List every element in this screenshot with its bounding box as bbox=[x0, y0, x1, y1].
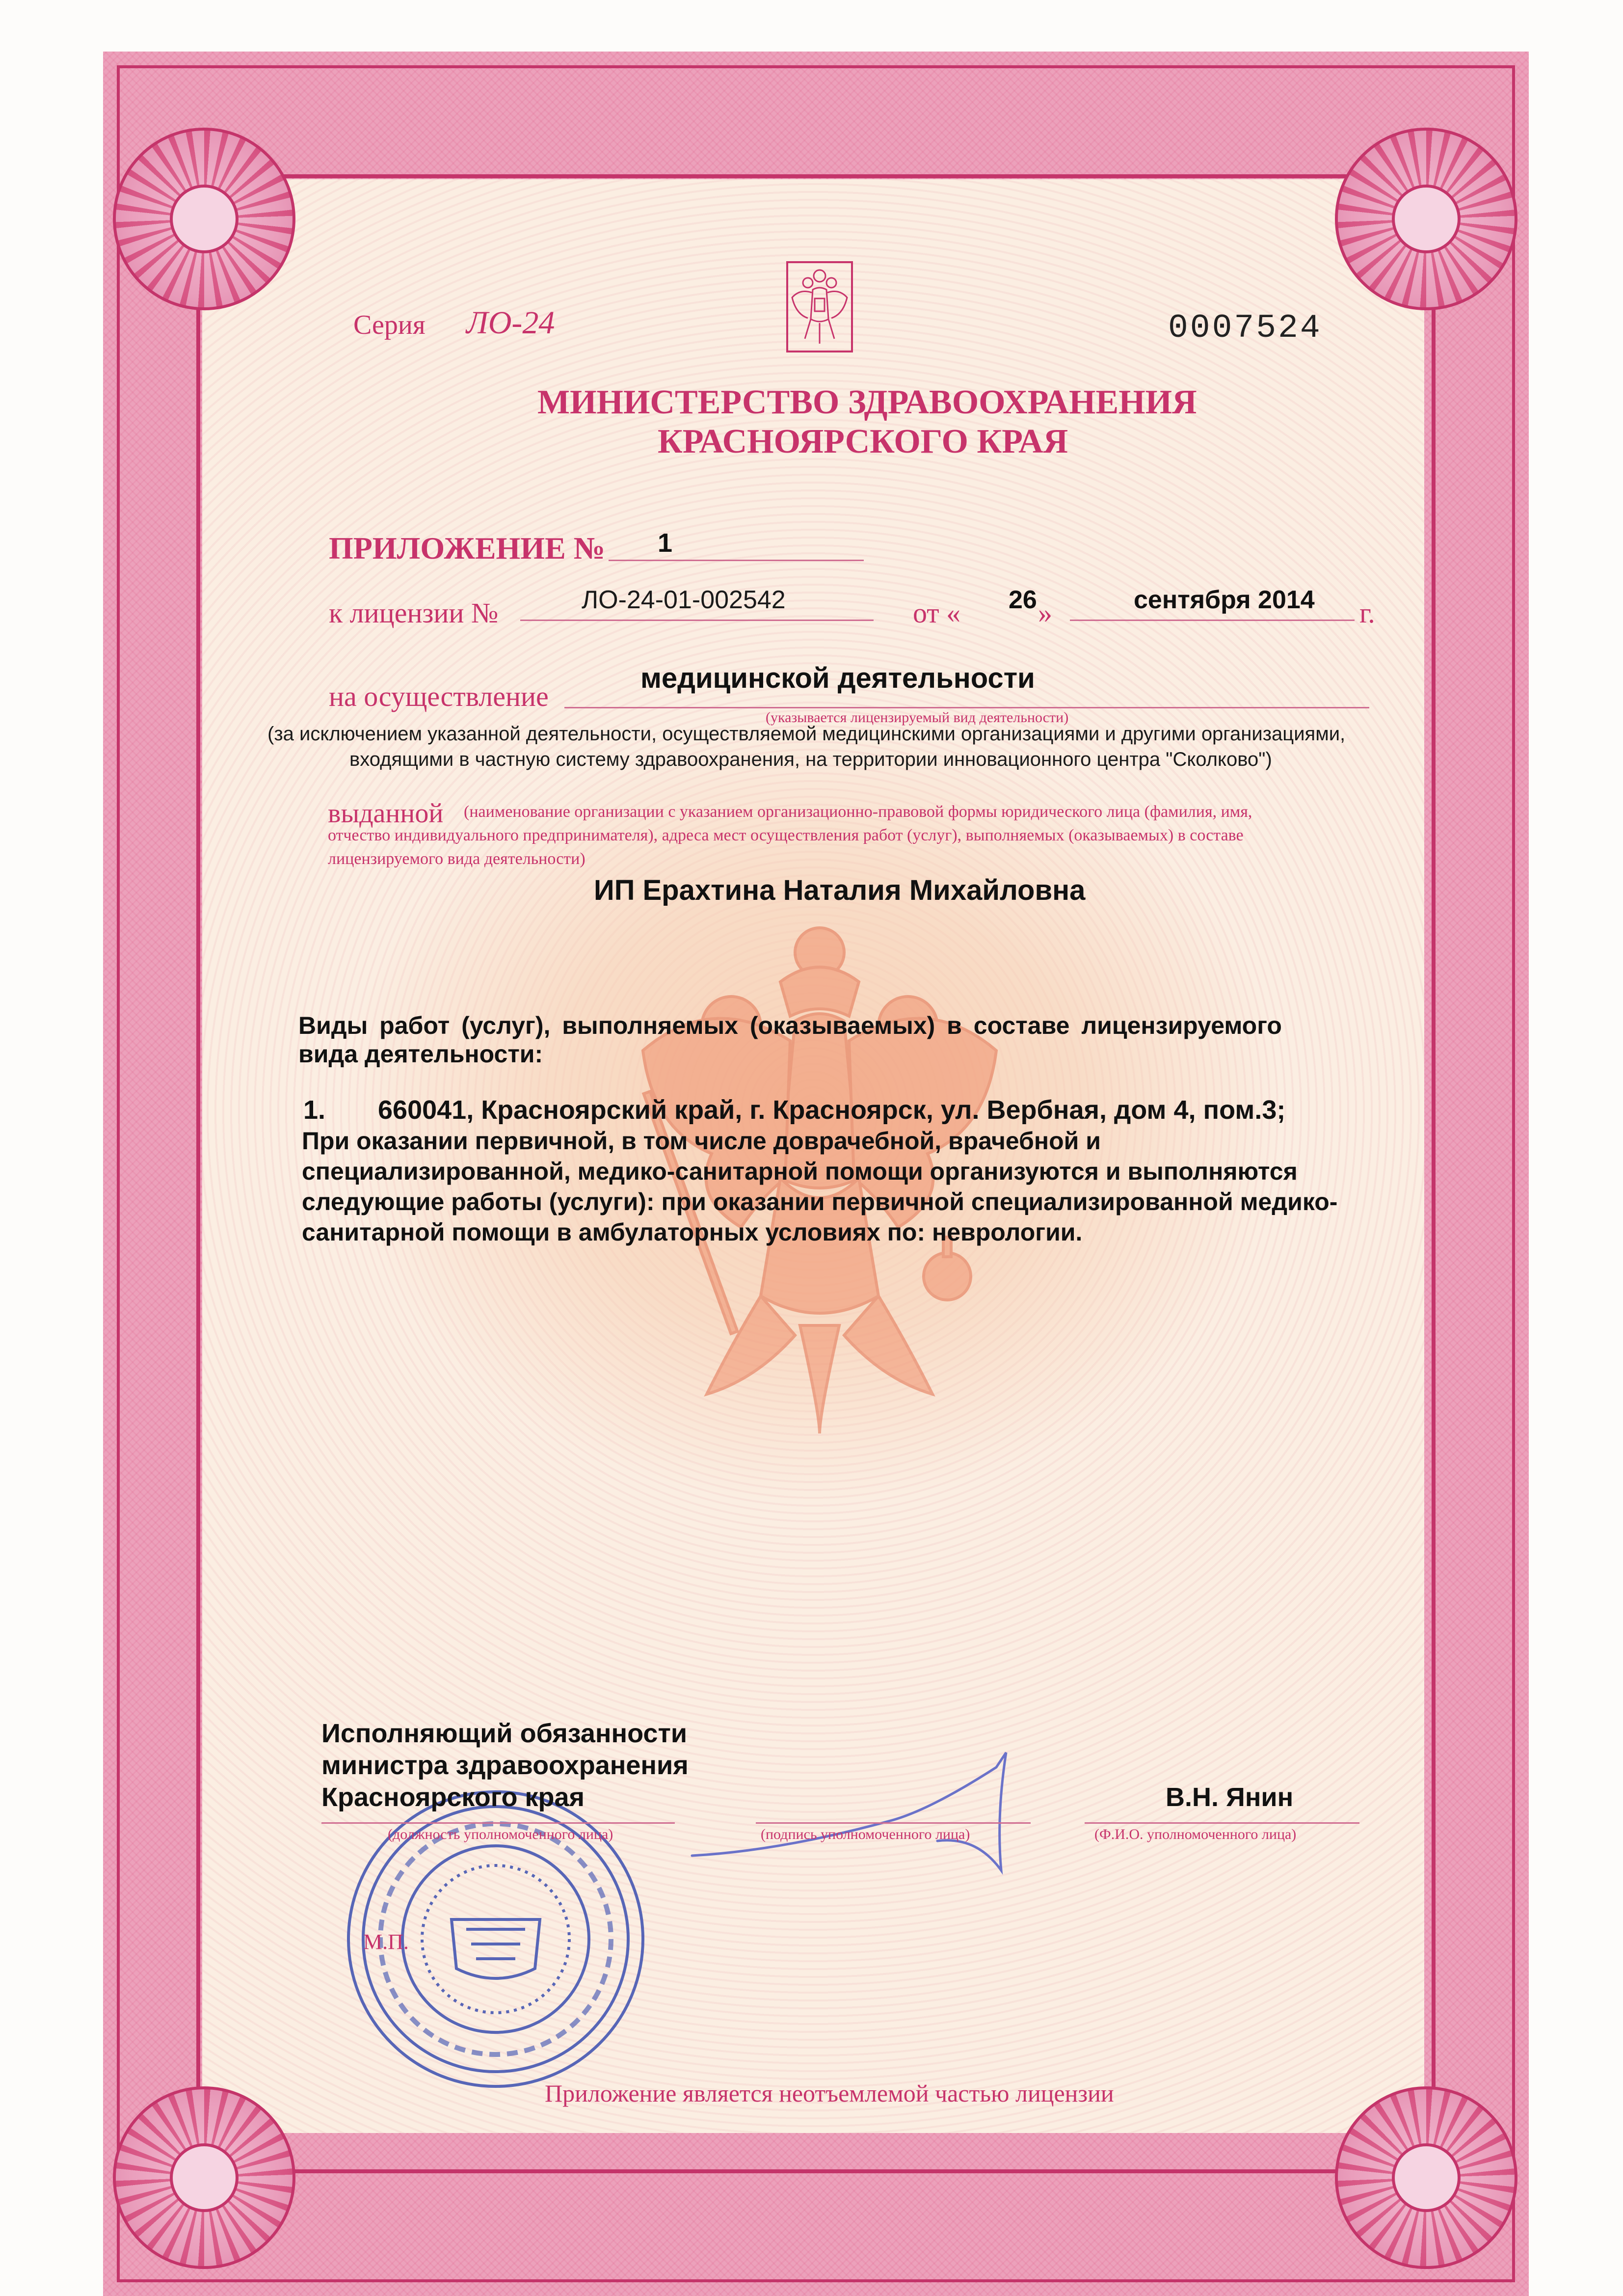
activity-exclusion-line2: входящими в частную систему здравоохранения, на территории инновационного центра "Сколково") bbox=[349, 749, 1272, 770]
rosette-top-left bbox=[113, 128, 295, 310]
series-label: Серия bbox=[353, 310, 426, 340]
signature-hint: (подпись уполномоченного лица) bbox=[761, 1826, 970, 1842]
name-line bbox=[1085, 1822, 1359, 1824]
ministry-title-line1: МИНИСТЕРСТВО ЗДРАВООХРАНЕНИЯ bbox=[537, 383, 1197, 421]
footer-note: Приложение является неотъемлемой частью лицензии bbox=[545, 2080, 1114, 2107]
mp-label: М.П. bbox=[363, 1930, 409, 1954]
signer-name: В.Н. Янин bbox=[1166, 1783, 1294, 1812]
rosette-bottom-right bbox=[1335, 2086, 1517, 2269]
works-desc-line2: специализированной, медико-санитарной помощи организуются и выполняются bbox=[302, 1158, 1298, 1185]
position-hint: (должность уполномоченного лица) bbox=[388, 1826, 613, 1842]
signer-position-line3: Красноярского края bbox=[321, 1783, 585, 1812]
license-date-line bbox=[1070, 620, 1355, 621]
activity-line bbox=[564, 707, 1369, 708]
series-value: ЛО-24 bbox=[466, 305, 555, 341]
signer-position-line1: Исполняющий обязанности bbox=[321, 1719, 688, 1748]
signature-icon bbox=[682, 1738, 1065, 1885]
license-holder-name: ИП Ерахтина Наталия Михайловна bbox=[594, 874, 1086, 906]
activity-value: медицинской деятельности bbox=[640, 662, 1035, 694]
issued-hint-line3: лицензируемого вида деятельности) bbox=[328, 850, 585, 868]
license-number-line bbox=[520, 620, 874, 621]
works-desc-line3: следующие работы (услуги): при оказании первичной специализированной медико- bbox=[302, 1188, 1338, 1216]
rosette-bottom-left bbox=[113, 2086, 295, 2269]
license-day: 26 bbox=[1009, 586, 1037, 614]
appendix-number: 1 bbox=[658, 528, 673, 558]
activity-exclusion-line1: (за исключением указанной деятельности, осуществляемой медицинскими организациями и другими организациями, bbox=[267, 723, 1346, 745]
works-item-number: 1. bbox=[303, 1095, 326, 1125]
form-number: 0007524 bbox=[1168, 309, 1322, 347]
date-from-label: от « bbox=[913, 597, 961, 629]
works-address: 660041, Красноярский край, г. Красноярск, ул. Вербная, дом 4, пом.3; bbox=[378, 1095, 1286, 1125]
ministry-title-line2: КРАСНОЯРСКОГО КРАЯ bbox=[658, 423, 1068, 460]
signer-position-line2: министра здравоохранения bbox=[321, 1751, 689, 1780]
license-month-year: сентября 2014 bbox=[1134, 586, 1315, 614]
license-label: к лицензии № bbox=[329, 597, 499, 629]
works-title-line1: Виды работ (услуг), выполняемых (оказываемых) в составе лицензируемого bbox=[298, 1012, 1282, 1039]
signature-line bbox=[756, 1822, 1031, 1824]
works-desc-line1: При оказании первичной, в том числе доврачебной, врачебной и bbox=[302, 1127, 1101, 1155]
date-day-close: » bbox=[1038, 597, 1052, 629]
issued-label: выданной bbox=[328, 798, 444, 829]
works-title-line2: вида деятельности: bbox=[298, 1040, 543, 1068]
year-suffix: г. bbox=[1359, 597, 1375, 629]
appendix-label: ПРИЛОЖЕНИЕ № bbox=[329, 531, 606, 566]
activity-hint: (указывается лицензируемый вид деятельности) bbox=[766, 709, 1069, 726]
activity-label: на осуществление bbox=[329, 680, 549, 712]
issued-hint-line1: (наименование организации с указанием организационно-правовой формы юридического лица (фамилия, имя, bbox=[464, 803, 1252, 821]
position-line bbox=[321, 1822, 675, 1824]
coat-of-arms-icon bbox=[785, 260, 854, 353]
name-hint: (Ф.И.О. уполномоченного лица) bbox=[1094, 1826, 1297, 1842]
works-desc-line4: санитарной помощи в амбулаторных условиях по: неврологии. bbox=[302, 1218, 1083, 1246]
appendix-number-line bbox=[609, 560, 864, 561]
issued-hint-line2: отчество индивидуального предпринимателя), адреса мест осуществления работ (услуг), выполняемых (оказываемых) в составе bbox=[328, 826, 1244, 844]
license-number: ЛО-24-01-002542 bbox=[582, 586, 786, 614]
rosette-top-right bbox=[1335, 128, 1517, 310]
